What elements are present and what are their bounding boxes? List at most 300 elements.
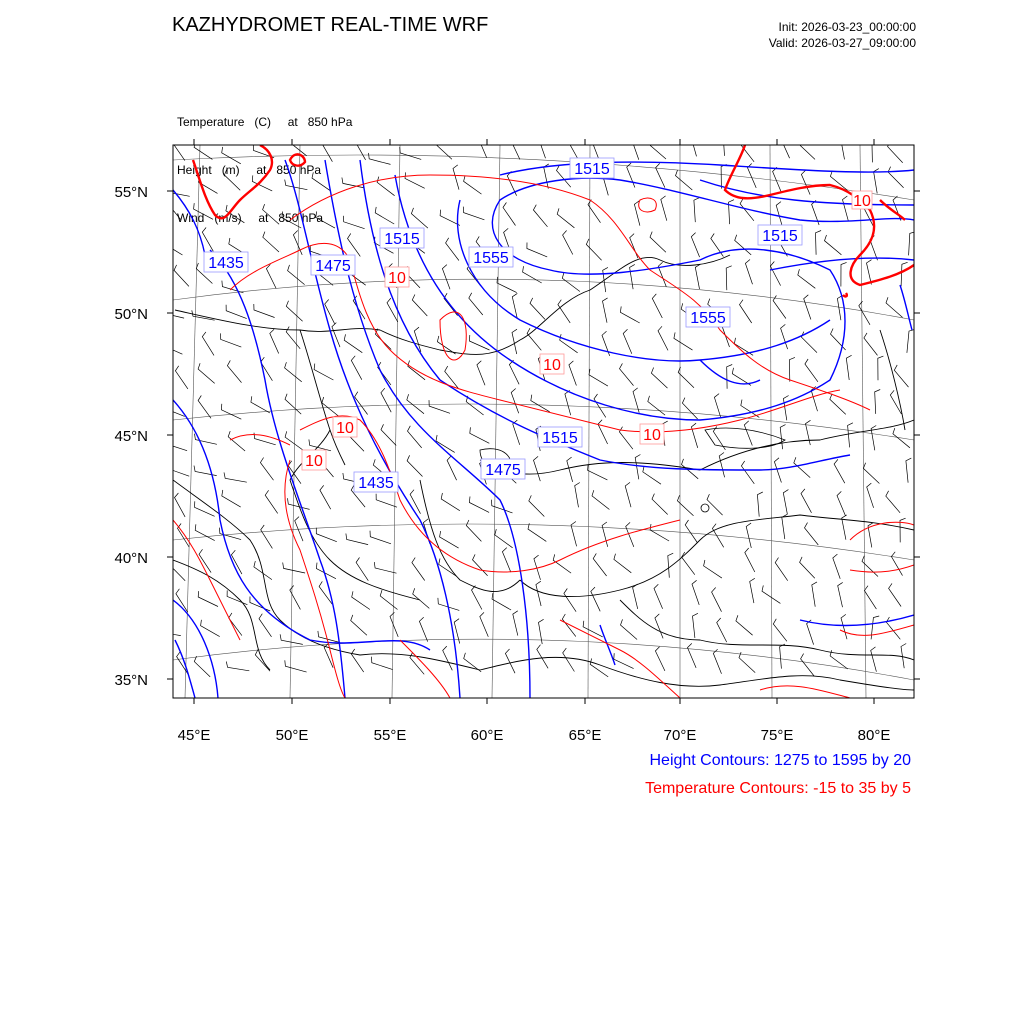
wind-barb [407,394,424,414]
wind-barb [221,404,241,419]
wind-barb [410,490,420,514]
wind-barb [800,557,815,578]
lon-label: 70°E [663,727,697,744]
wind-barb [838,582,843,607]
wind-barb [901,644,906,669]
wind-barb [318,631,340,643]
wind-barb [707,494,723,515]
wind-barb [166,438,187,451]
wind-barb [591,587,600,611]
wind-barb [429,400,450,413]
lon-label: 50°E [275,727,309,744]
wind-barb [781,324,788,349]
wind-barb [901,262,908,286]
wind-barb [332,323,340,348]
init-time: Init: 2026-03-23_00:00:00 [778,20,916,34]
wind-barb [719,453,724,478]
wind-barb [466,520,481,541]
height-legend: Height Contours: 1275 to 1595 by 20 [649,752,911,769]
temperature-label [333,417,357,437]
wind-barb [320,485,331,509]
wind-barb [539,619,544,644]
wind-barb [888,141,903,163]
wind-barb [688,643,697,668]
height-label [538,427,582,447]
wind-barb [162,339,182,354]
wind-barb [633,584,638,609]
wind-barb [717,618,727,642]
wind-barb [283,563,305,574]
wind-barb [286,301,302,322]
wind-barb [651,368,667,389]
wind-barb [841,135,846,160]
svg-text:1555: 1555 [690,310,726,327]
wind-barb [762,585,780,603]
wind-barb [172,138,185,161]
wind-barb [694,198,700,222]
wind-barb [692,580,699,605]
wind-barb [603,298,608,323]
latitude-labels [114,184,148,689]
wind-barb [775,558,788,581]
wind-barb [454,619,460,644]
height-label [758,225,802,245]
wind-barb [643,466,661,484]
wind-barb [502,548,510,573]
wind-barb [469,497,489,513]
height-label [204,252,248,272]
wind-barb [557,165,571,187]
wind-barb [805,523,819,545]
wind-barb [370,531,391,544]
wind-barb [316,211,335,228]
wind-barb [222,490,241,507]
wind-barb [834,459,845,483]
wind-barb [194,656,210,677]
svg-text:1515: 1515 [542,430,578,447]
wind-barb [259,614,272,637]
wind-barb [894,365,908,387]
height-label [380,228,424,248]
wind-barb [480,612,489,636]
wind-barb [741,461,754,484]
lon-label: 60°E [470,727,504,744]
wind-barb [503,203,516,226]
wind-barb [592,490,609,509]
wind-barb [655,614,663,639]
wind-barb [175,366,188,389]
wind-barb [469,293,483,315]
wind-barb [198,363,215,383]
wind-barb [661,196,667,221]
height-label [311,255,355,275]
wind-barb [254,561,272,580]
svg-text:1435: 1435 [358,475,394,492]
wind-barb [419,617,427,641]
wind-barb [378,362,391,385]
wind-barb [714,394,721,419]
svg-text:10: 10 [643,427,661,444]
map-title: KAZHYDROMET REAL-TIME WRF [172,14,489,36]
wind-barb [846,355,851,380]
wind-barb [557,208,574,227]
wind-barb [729,200,735,224]
wind-barb [351,649,363,672]
wind-barb [495,529,513,548]
wind-barb [377,177,395,196]
wind-barb [713,649,721,674]
wind-barb [356,558,368,581]
wind-barb [408,426,422,448]
wind-barb [886,491,900,513]
wind-barb [794,457,810,477]
wind-barb [656,163,665,187]
wind-barb [351,615,367,635]
wind-barb [167,197,181,219]
wind-barb [348,233,361,256]
wind-barb [589,369,608,386]
wind-barb [512,329,517,354]
wind-barb [736,615,753,635]
wind-barb [374,562,396,573]
wind-barb [649,139,666,159]
wind-barb [567,135,578,159]
wind-barb [352,591,370,609]
wind-barb [799,139,815,160]
wind-barb [735,235,752,255]
wind-barb [746,523,751,548]
wind-barb [889,583,902,606]
wind-barb [261,525,273,548]
height-label [354,472,398,492]
temperature-label [852,191,872,210]
wind-barb [593,553,606,576]
wind-barb [221,333,242,347]
wind-barb [562,273,580,292]
height-label [469,247,513,267]
wind-barb [228,431,245,451]
wind-barb [513,611,518,636]
wind-barb [266,264,276,288]
wind-barb [509,360,519,384]
wind-barb [807,620,814,645]
wind-barb [871,616,879,639]
wind-barb [254,304,275,318]
wind-barb [175,493,186,517]
wind-barb [195,524,215,540]
wind-barb [588,464,608,480]
wind-barb [387,298,398,322]
wind-barb [682,398,697,419]
wind-barb [627,163,635,188]
wind-barb [741,400,760,418]
wind-barb [744,421,752,446]
wind-barb [871,647,877,672]
wind-barb [529,495,545,516]
wind-barb [453,165,459,190]
temperature-label [540,354,564,374]
wind-barb [648,396,665,415]
wind-barb [723,131,729,156]
lon-label: 80°E [857,727,891,744]
wind-barb [782,514,787,539]
wind-barb [614,653,634,668]
wind-barb [512,293,517,318]
wind-barb [280,634,303,644]
wind-barb [583,621,603,637]
wind-barb [537,645,548,669]
wind-barb [691,233,699,258]
wind-barb [867,483,874,508]
svg-text:10: 10 [388,270,406,287]
wind-barb [285,394,301,414]
lat-label: 40°N [114,550,148,567]
wind-barb [695,264,700,289]
lon-label: 75°E [760,727,794,744]
lon-label: 45°E [177,727,211,744]
wind-barb [174,265,189,287]
wind-barb [270,329,279,353]
wind-barb [812,582,817,607]
wind-barb [867,260,872,285]
wind-barbs [158,131,916,677]
wind-barb [226,305,247,319]
wind-barb [704,560,722,578]
wind-barb [783,396,788,421]
wind-barb [575,483,580,508]
wind-barb [252,175,272,191]
wind-barb [863,463,879,484]
svg-text:10: 10 [543,357,561,374]
wind-barb [635,455,640,480]
wind-barb [321,138,332,162]
svg-text:10: 10 [305,453,323,470]
wind-barb [531,395,550,412]
wind-barb [563,231,573,255]
wind-barb [906,458,911,483]
wind-barb [527,328,541,350]
wind-barb [528,523,546,541]
wind-barb [614,554,631,573]
wind-barb [750,578,755,603]
wind-barb [563,648,575,671]
wind-barb [833,554,840,579]
wind-barb [412,558,425,581]
wind-barb [891,552,902,576]
wind-barb [843,196,849,221]
wind-barb [783,490,788,515]
svg-text:1515: 1515 [574,161,610,178]
wind-barb [199,549,211,572]
wind-barb [343,216,364,229]
wind-barb [376,494,397,507]
wind-barb [470,427,490,443]
wind-barb [194,466,217,476]
height-label [570,158,614,178]
wind-barb [523,266,542,283]
wind-barb [538,134,545,159]
wind-barb [263,204,280,224]
wind-barb [565,390,571,415]
wind-barb [757,492,762,517]
wind-barb [625,482,631,507]
wind-barb [562,614,576,637]
wind-barb [594,394,606,417]
height-label [686,307,730,327]
wind-barb [265,490,278,513]
wind-barb [602,522,608,547]
wind-barb [864,586,876,609]
wind-barb [285,431,303,450]
wind-barb [740,300,752,323]
wind-barb [229,613,242,636]
wind-barb [553,554,571,573]
wind-barb [621,619,638,639]
wind-barb [195,434,217,445]
svg-text:1475: 1475 [485,462,521,479]
wind-barb [801,489,812,513]
wind-barb [285,180,308,190]
svg-text:1515: 1515 [384,231,420,248]
wind-barb [806,420,811,445]
wind-barb [168,463,189,476]
lat-label: 55°N [114,184,148,201]
svg-text:1555: 1555 [473,250,509,267]
wind-barb [564,589,576,612]
wind-barb [678,367,694,388]
wind-barb [875,390,881,414]
wind-barb [263,232,279,252]
wind-barb [745,260,752,285]
wind-barb [560,334,578,353]
wind-barb [632,135,639,160]
wind-barb [463,207,484,220]
wind-barb [325,300,335,324]
wind-barb [569,361,577,386]
wind-barb [342,178,365,188]
wind-barb [505,649,515,673]
wind-barb [770,262,780,286]
wind-barb [440,531,459,548]
wind-barb [346,534,368,545]
wind-barb [194,142,212,160]
wind-barb [222,147,241,164]
wind-barb [381,424,396,445]
svg-text:1475: 1475 [315,258,351,275]
wind-barb [355,136,366,160]
lon-label: 55°E [373,727,407,744]
wind-barb [164,402,184,416]
wind-barb [533,205,547,227]
wind-barb [804,295,811,320]
wind-barb [774,458,781,483]
svg-text:1435: 1435 [208,255,244,272]
wind-barb [369,153,391,165]
wind-barb [801,654,815,677]
wind-barb [654,584,663,609]
wind-barb [441,493,460,511]
wind-barb [201,620,220,637]
wind-barb [222,281,244,293]
longitude-labels [178,727,891,744]
wind-barb [400,147,422,159]
wind-barb [691,132,697,157]
wind-barb [176,589,188,612]
wind-barb [511,389,519,414]
wind-barb [527,243,547,257]
wind-barb [309,439,331,450]
wind-barb [841,262,847,286]
wind-barb [473,554,488,575]
wind-barb [872,138,878,162]
wind-barb [442,265,450,290]
wind-barb [781,134,790,158]
wind-barb [446,238,459,261]
wind-barb [776,202,782,227]
wind-barb [773,167,782,192]
wind-barb [841,614,847,639]
wind-barb [780,425,785,450]
variable-temperature: Temperature (C) at 850 hPa [177,115,353,129]
wind-barb [170,560,186,581]
wind-barb [620,363,634,385]
svg-text:1515: 1515 [762,228,798,245]
wind-barb [630,264,635,289]
wind-barb [658,326,668,350]
variable-wind: Wind (m/s) at 850 hPa [177,211,324,225]
temperature-label [640,424,664,444]
graticule [173,145,914,698]
wind-barb [202,332,214,356]
temperature-legend: Temperature Contours: -15 to 35 by 5 [645,780,911,797]
wind-barb [842,515,847,540]
wind-barb [598,420,608,444]
wind-barb [798,269,816,288]
wind-barb [652,494,668,515]
wind-barb [224,170,240,191]
wind-barb [816,231,822,255]
wind-barb [590,658,608,677]
wind-barb [314,364,333,380]
wind-barb [316,528,337,542]
wind-barb [536,581,541,606]
wind-barb [727,365,733,389]
wind-barb [888,167,904,188]
temperature-label [385,267,409,287]
wind-barb [620,306,639,323]
wind-barb [693,613,698,638]
svg-text:10: 10 [853,193,871,210]
wind-barb [344,334,362,352]
wind-barb [825,235,842,255]
wind-barb [412,295,427,317]
wind-barb [477,361,485,386]
wind-barb [198,591,218,606]
wind-barb [375,207,394,224]
wind-barb [464,653,482,672]
wind-barb [511,135,520,159]
temperature-label [302,450,326,470]
wind-barb [848,423,853,448]
lat-label: 45°N [114,428,148,445]
wind-barb [226,662,249,671]
wind-barb [464,176,482,195]
lat-label: 35°N [114,672,148,689]
wind-barb [726,266,732,290]
wind-barb [886,297,903,317]
wind-barb [878,356,884,380]
wind-barb [478,133,487,157]
